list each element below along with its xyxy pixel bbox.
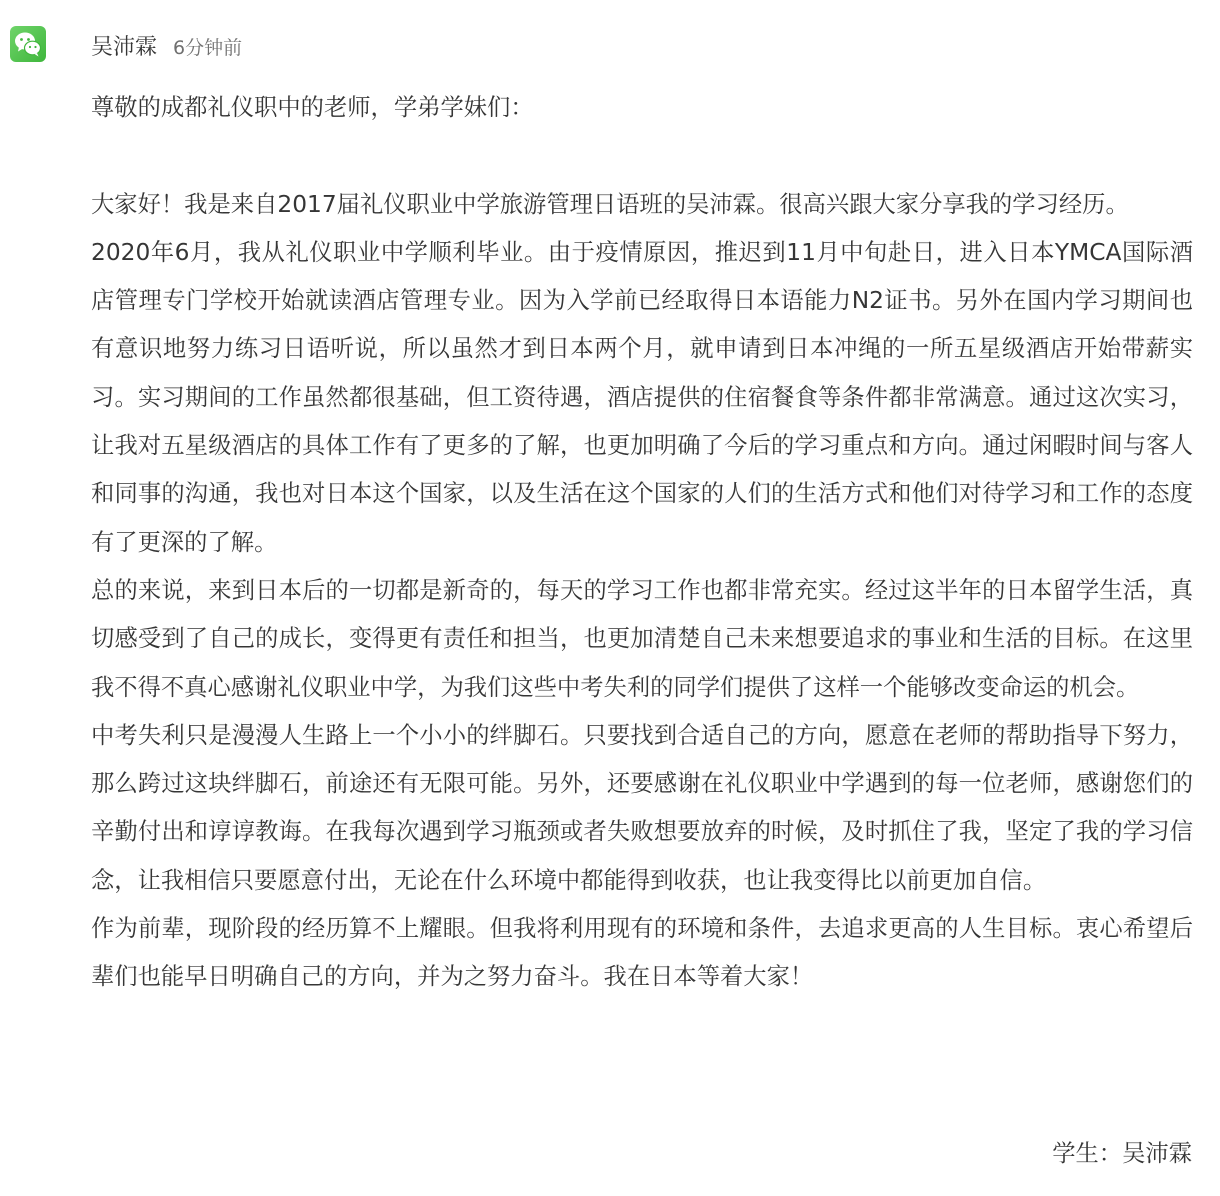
- paragraph-gratitude: 中考失利只是漫漫人生路上一个小小的绊脚石。只要找到合适自己的方向，愿意在老师的帮助指导下努力，那么跨过这块绊脚石，前途还有无限可能。另外，还要感谢在礼仪职业中学遇到的每一位老师，感谢您们的辛勤付出和谆谆教诲。在我每次遇到学习瓶颈或者失败想要放弃的时候，及时抓住了我，坚定了我的学习信念，让我相信只要愿意付出，无论在什么环境中都能得到收获，也让我变得比以前更加自信。: [91, 721, 1193, 894]
- timestamp: 6分钟前: [173, 37, 243, 59]
- comment-header: [91, 30, 242, 66]
- paragraph-intro: 大家好！我是来自2017届礼仪职业中学旅游管理日语班的吴沛霖。很高兴跟大家分享我的学习经历。: [91, 190, 1129, 218]
- paragraph-experience: 2020年6月，我从礼仪职业中学顺利毕业。由于疫情原因，推迟到11月中旬赴日，进入日本YMCA国际酒店管理专门学校开始就读酒店管理专业。因为入学前已经取得日本语能力N2证书。另外在国内学习期间也有意识地努力练习日语听说，所以虽然才到日本两个月，就申请到日本冲绳的一所五星级酒店开始带薪实习。实习期间的工作虽然都很基础，但工资待遇，酒店提供的住宿餐食等条件都非常满意。通过这次实习，让我对五星级酒店的具体工作有了更多的了解，也更加明确了今后的学习重点和方向。通过闲暇时间与客人和同事的沟通，我也对日本这个国家，以及生活在这个国家的人们的生活方式和他们对待学习和工作的态度有了更深的了解。: [91, 238, 1193, 556]
- comment-body: [91, 84, 1193, 1002]
- author-name[interactable]: 吴沛霖: [91, 35, 158, 60]
- paragraph-summary: 总的来说，来到日本后的一切都是新奇的，每天的学习工作也都非常充实。经过这半年的日本留学生活，真切感受到了自己的成长，变得更有责任和担当，也更加清楚自己未来想要追求的事业和生活的目标。在这里我不得不真心感谢礼仪职业中学，为我们这些中考失利的同学们提供了这样一个能够改变命运的机会。: [91, 576, 1193, 701]
- signature: 学生：吴沛霖: [1052, 1140, 1192, 1167]
- paragraph-closing: 作为前辈，现阶段的经历算不上耀眼。但我将利用现有的环境和条件，去追求更高的人生目标。衷心希望后辈们也能早日明确自己的方向，并为之努力奋斗。我在日本等着大家！: [91, 915, 1193, 991]
- greeting: 尊敬的成都礼仪职中的老师，学弟学妹们：: [91, 94, 534, 121]
- avatar[interactable]: [10, 26, 46, 62]
- wechat-icon: [10, 26, 46, 62]
